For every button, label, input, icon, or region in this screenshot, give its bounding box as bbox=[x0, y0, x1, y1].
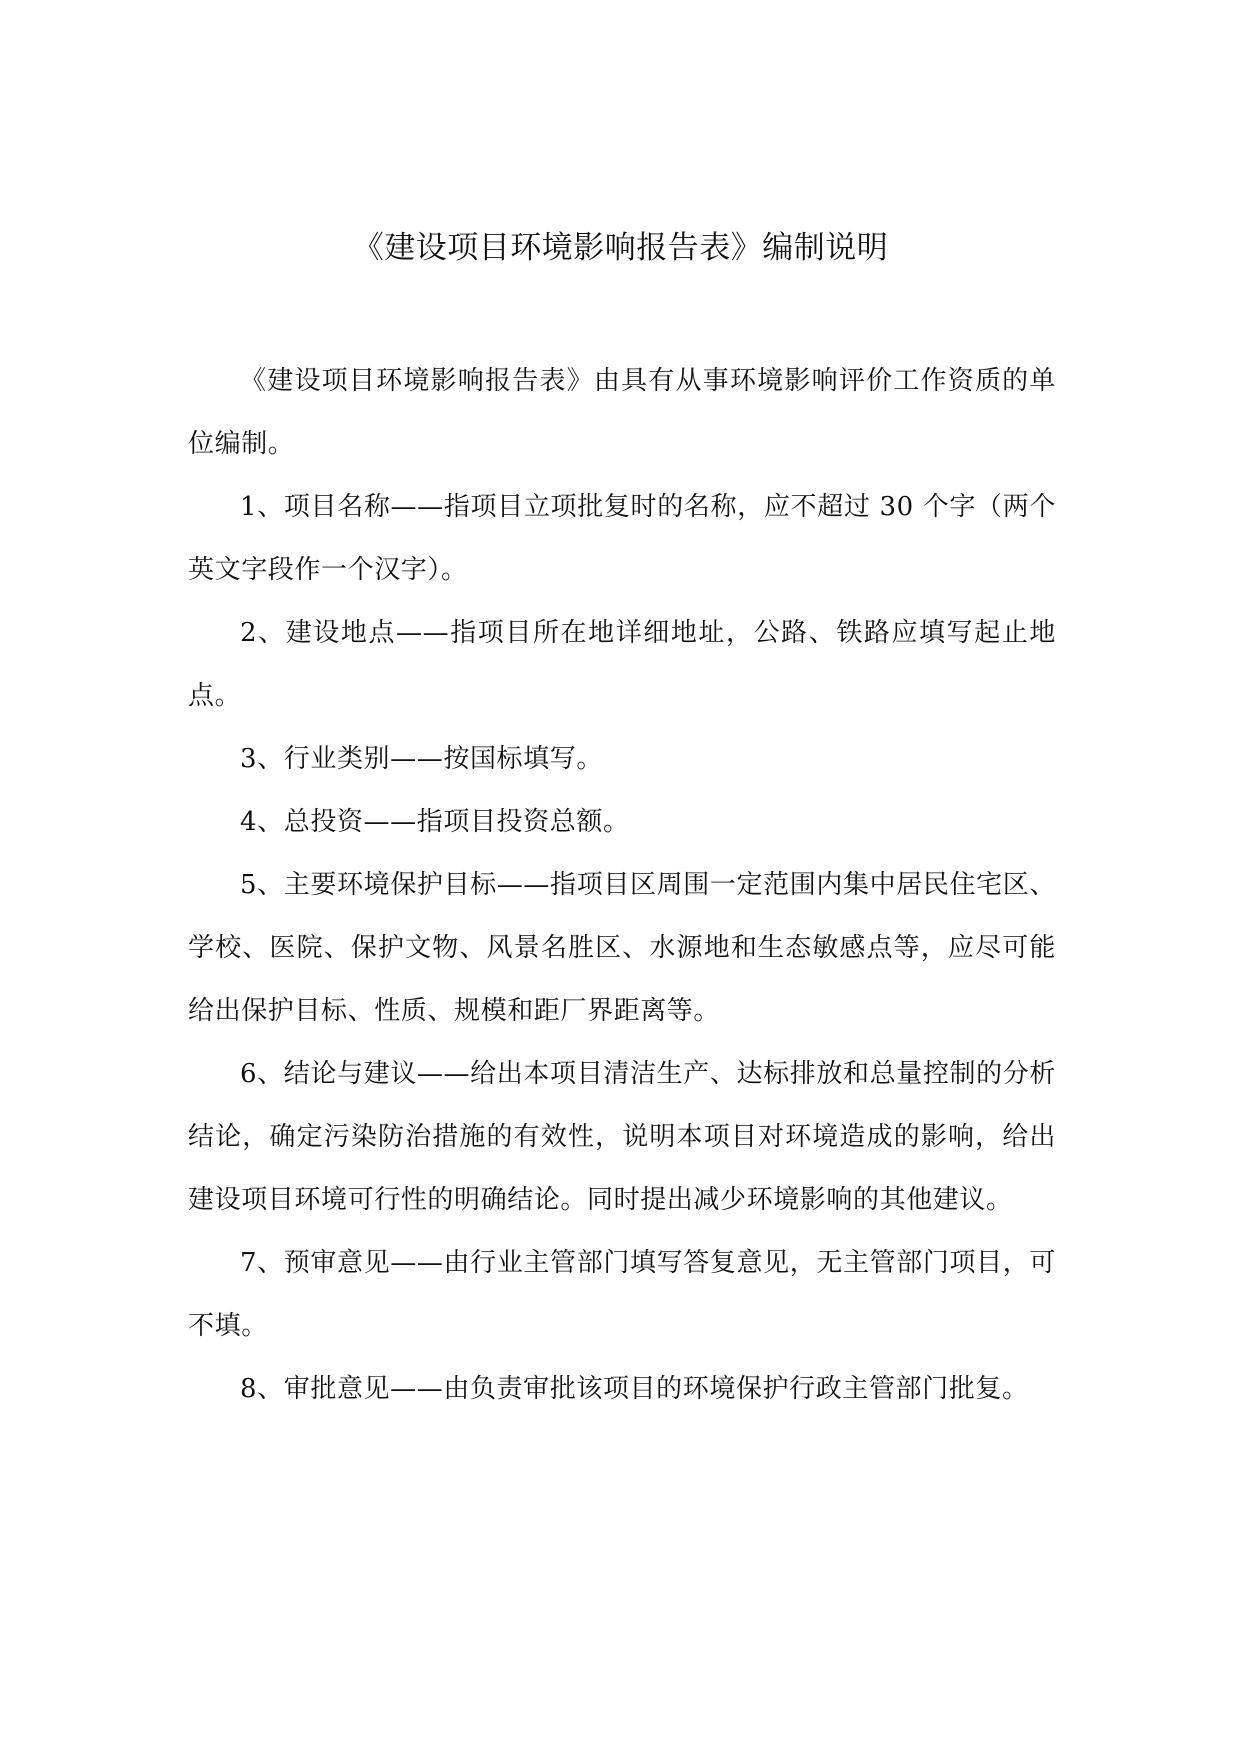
document-body bbox=[188, 350, 1056, 1421]
paragraph-intro: 《建设项目环境影响报告表》由具有从事环境影响评价工作资质的单位编制。 bbox=[188, 366, 1056, 459]
paragraph-item-4: 4、总投资——指项目投资总额。 bbox=[240, 807, 630, 837]
paragraph-item-2: 2、建设地点——指项目所在地详细地址，公路、铁路应填写起止地点。 bbox=[188, 618, 1056, 711]
paragraph-item-5: 5、主要环境保护目标——指项目区周围一定范围内集中居民住宅区、学校、医院、保护文物、风景名胜区、水源地和生态敏感点等，应尽可能给出保护目标、性质、规模和距厂界距离等。 bbox=[188, 870, 1056, 1026]
paragraph-item-8: 8、审批意见——由负责审批该项目的环境保护行政主管部门批复。 bbox=[240, 1374, 1029, 1404]
paragraph-item-6: 6、结论与建议——给出本项目清洁生产、达标排放和总量控制的分析结论，确定污染防治措施的有效性，说明本项目对环境造成的影响，给出建设项目环境可行性的明确结论。同时提出减少环境影响的其他建议。 bbox=[188, 1059, 1056, 1215]
paragraph-item-3: 3、行业类别——按国标填写。 bbox=[240, 744, 603, 774]
paragraph-item-7: 7、预审意见——由行业主管部门填写答复意见，无主管部门项目，可不填。 bbox=[188, 1248, 1056, 1341]
paragraph-item-1: 1、项目名称——指项目立项批复时的名称，应不超过 30 个字（两个英文字段作一个汉字）。 bbox=[188, 492, 1056, 585]
page-title: 《建设项目环境影响报告表》编制说明 bbox=[352, 230, 889, 266]
